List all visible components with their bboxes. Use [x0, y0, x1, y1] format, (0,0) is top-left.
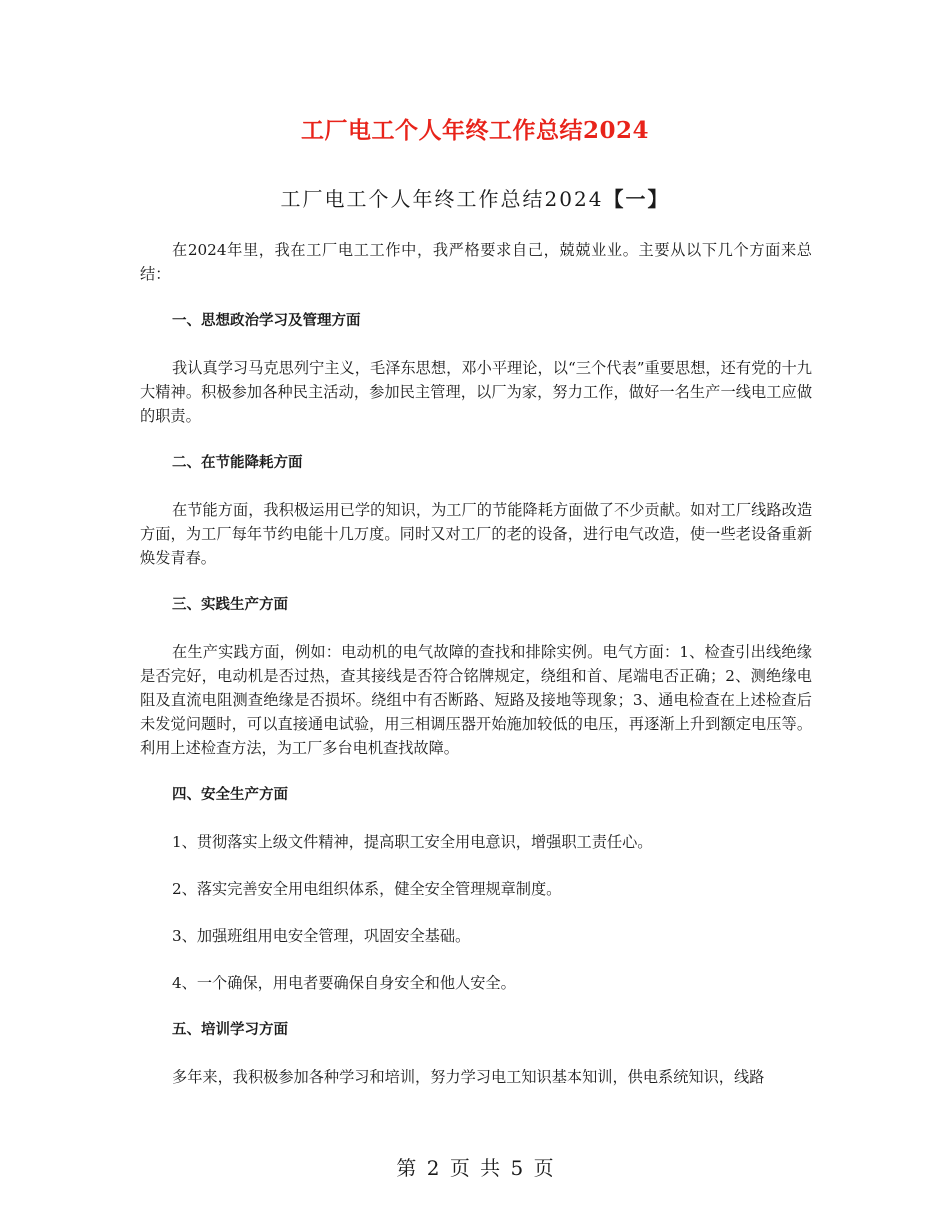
intro-paragraph: 在2024年里，我在工厂电工工作中，我严格要求自己，兢兢业业。主要从以下几个方面来总结： — [140, 241, 812, 283]
article-subtitle-bracket: 【一】 — [603, 187, 670, 211]
section-heading-1: 一、思想政治学习及管理方面 — [172, 313, 361, 329]
article-subtitle-text: 工厂电工个人年终工作总结2024 — [280, 187, 604, 211]
list-item: 4、一个确保，用电者要确保自身安全和他人安全。 — [172, 974, 516, 992]
section-paragraph-2: 在节能方面，我积极运用已学的知识，为工厂的节能降耗方面做了不少贡献。如对工厂线路改造方面，为工厂每年节约电能十几万度。同时又对工厂的老的设备，进行电气改造，使一些老设备重新焕发青春。 — [140, 501, 812, 567]
section-heading-2: 二、在节能降耗方面 — [172, 455, 303, 471]
section-heading-5: 五、培训学习方面 — [172, 1022, 288, 1038]
section-paragraph-1: 我认真学习马克思列宁主义，毛泽东思想，邓小平理论，以“三个代表”重要思想，还有党的十九大精神。积极参加各种民主活动，参加民主管理，以厂为家，努力工作，做好一名生产一线电工应做的职责。 — [140, 359, 812, 425]
list-item: 2、落实完善安全用电组织体系，健全安全管理规章制度。 — [172, 880, 562, 898]
list-item: 1、贯彻落实上级文件精神，提高职工安全用电意识，增强职工责任心。 — [172, 833, 653, 851]
article-subtitle — [0, 183, 950, 212]
list-item: 3、加强班组用电安全管理，巩固安全基础。 — [172, 927, 471, 945]
document-title: 工厂电工个人年终工作总结2024 — [300, 117, 649, 144]
document-body — [140, 238, 812, 1112]
section-paragraph-3: 在生产实践方面，例如：电动机的电气故障的查找和排除实例。电气方面：1、检查引出线绝缘是否完好，电动机是否过热，查其接线是否符合铭牌规定，绕组和首、尾端电否正确；2、测绝缘电阻及直流电阻测查绝缘是否损坏。绕组中有否断路、短路及接地等现象；3、通电检查在上述检查后未发觉问题时，可以直接通电试验，用三相调压器开始施加较低的电压，再逐渐上升到额定电压等。利用上述检查方法，为工厂多台电机查找故障。 — [140, 643, 812, 757]
section-heading-3: 三、实践生产方面 — [172, 597, 288, 613]
section-paragraph-5: 多年来，我积极参加各种学习和培训，努力学习电工知识基本知训，供电系统知识，线路 — [172, 1068, 765, 1086]
page-number-footer: 第 2 页 共 5 页 — [396, 1156, 554, 1180]
section-heading-4: 四、安全生产方面 — [172, 787, 288, 803]
